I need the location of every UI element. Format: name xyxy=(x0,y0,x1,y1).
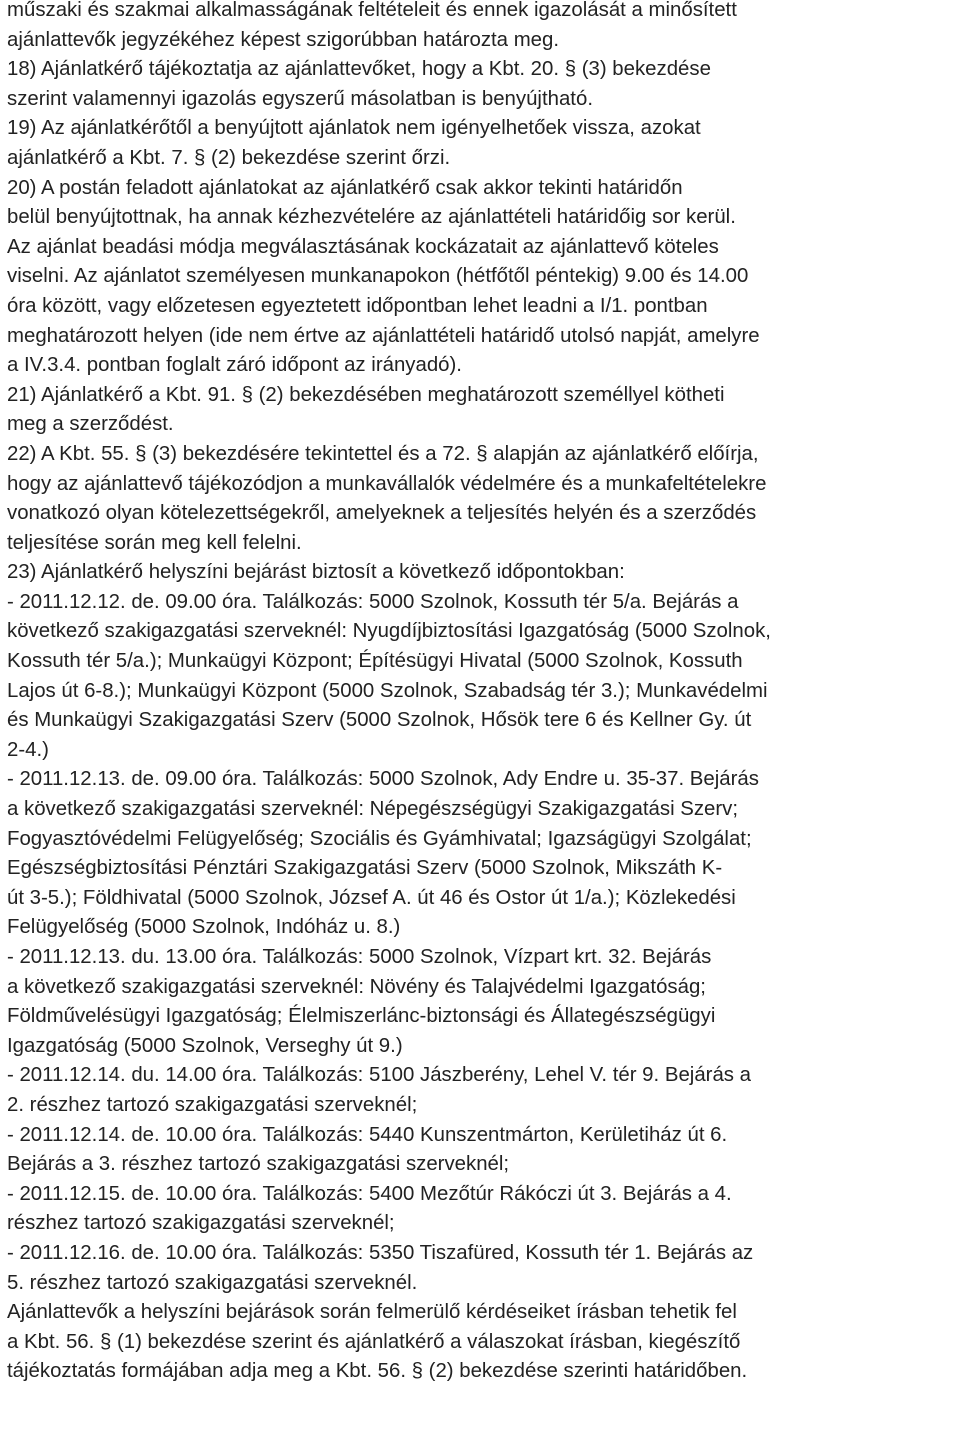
text-line: teljesítése során meg kell felelni. xyxy=(7,531,302,554)
document-body xyxy=(7,0,955,1417)
text-line: viselni. Az ajánlatot személyesen munkanapokon (hétfőtől péntekig) 9.00 és 14.00 xyxy=(7,265,749,288)
text-line: 2. részhez tartozó szakigazgatási szerveknél; xyxy=(7,1093,418,1116)
text-line: a következő szakigazgatási szerveknél: Növény és Talajvédelmi Igazgatóság; xyxy=(7,975,706,998)
text-line: út 3-5.); Földhivatal (5000 Szolnok, József A. út 46 és Ostor út 1/a.); Közlekedési xyxy=(7,886,736,909)
text-line: Ajánlattevők a helyszíni bejárások során felmerülő kérdéseiket írásban tehetik fel xyxy=(7,1301,737,1324)
text-line: hogy az ajánlattevő tájékozódjon a munkavállalók védelmére és a munkafeltételekre xyxy=(7,472,767,495)
text-line: - 2011.12.14. de. 10.00 óra. Találkozás: 5440 Kunszentmárton, Kerületiház út 6. xyxy=(7,1123,728,1146)
text-line: 18) Ajánlatkérő tájékoztatja az ajánlattevőket, hogy a Kbt. 20. § (3) bekezdése xyxy=(7,58,711,81)
text-line: óra között, vagy előzetesen egyeztetett időpontban lehet leadni a I/1. pontban xyxy=(7,294,708,317)
text-line: a következő szakigazgatási szerveknél: Népegészségügyi Szakigazgatási Szerv; xyxy=(7,798,739,821)
text-line: és Munkaügyi Szakigazgatási Szerv (5000 Szolnok, Hősök tere 6 és Kellner Gy. út xyxy=(7,709,752,732)
text-line: belül benyújtottnak, ha annak kézhezvételére az ajánlattételi határidőig sor kerül. xyxy=(7,206,736,229)
text-line: meghatározott helyen (ide nem értve az ajánlattételi határidő utolsó napját, amelyre xyxy=(7,324,760,347)
text-line: 22) A Kbt. 55. § (3) bekezdésére tekintettel és a 72. § alapján az ajánlatkérő előírja, xyxy=(7,442,759,465)
text-line: vonatkozó olyan kötelezettségekről, amelyeknek a teljesítés helyén és a szerződés xyxy=(7,502,757,525)
text-line: Kossuth tér 5/a.); Munkaügyi Központ; Építésügyi Hivatal (5000 Szolnok, Kossuth xyxy=(7,650,743,673)
text-line: 19) Az ajánlatkérőtől a benyújtott ajánlatok nem igényelhetőek vissza, azokat xyxy=(7,117,701,140)
text-line: 5. részhez tartozó szakigazgatási szerveknél. xyxy=(7,1271,418,1294)
text-line: Lajos út 6-8.); Munkaügyi Központ (5000 Szolnok, Szabadság tér 3.); Munkavédelmi xyxy=(7,679,768,702)
text-line: részhez tartozó szakigazgatási szerveknél; xyxy=(7,1212,395,1235)
text-line: tájékoztatás formájában adja meg a Kbt. 56. § (2) bekezdése szerinti határidőben. xyxy=(7,1360,748,1383)
text-line: műszaki és szakmai alkalmasságának feltételeit és ennek igazolását a minősített xyxy=(7,0,737,21)
text-line: Felügyelőség (5000 Szolnok, Indóház u. 8.) xyxy=(7,916,401,939)
text-line: Egészségbiztosítási Pénztári Szakigazgatási Szerv (5000 Szolnok, Mikszáth K- xyxy=(7,857,723,880)
text-line xyxy=(7,1387,955,1417)
text-line: Földművelésügyi Igazgatóság; Élelmiszerlánc-biztonsági és Állategészségügyi xyxy=(7,1005,716,1028)
text-line: meg a szerződést. xyxy=(7,413,174,436)
text-line: - 2011.12.13. du. 13.00 óra. Találkozás: 5000 Szolnok, Vízpart krt. 32. Bejárás xyxy=(7,946,712,968)
text-line: a IV.3.4. pontban foglalt záró időpont az irányadó). xyxy=(7,354,462,377)
text-line: - 2011.12.14. du. 14.00 óra. Találkozás: 5100 Jászberény, Lehel V. tér 9. Bejárás a xyxy=(7,1064,751,1087)
text-line: ajánlattevők jegyzékéhez képest szigorúbban határozta meg. xyxy=(7,28,560,51)
text-line: Bejárás a 3. részhez tartozó szakigazgatási szerveknél; xyxy=(7,1153,510,1176)
text-line: 2-4.) xyxy=(7,738,49,761)
text-line: - 2011.12.15. de. 10.00 óra. Találkozás: 5400 Mezőtúr Rákóczi út 3. Bejárás a 4. xyxy=(7,1182,732,1205)
text-line: következő szakigazgatási szerveknél: Nyugdíjbiztosítási Igazgatóság (5000 Szolnok, xyxy=(7,620,771,643)
text-line: Az ajánlat beadási módja megválasztásának kockázatait az ajánlattevő köteles xyxy=(7,235,719,258)
text-line: a Kbt. 56. § (1) bekezdése szerint és ajánlatkérő a válaszokat írásban, kiegészítő xyxy=(7,1330,741,1353)
text-line: - 2011.12.16. de. 10.00 óra. Találkozás: 5350 Tiszafüred, Kossuth tér 1. Bejárás az xyxy=(7,1241,754,1264)
text-line: 20) A postán feladott ajánlatokat az ajánlatkérő csak akkor tekinti határidőn xyxy=(7,176,683,199)
text-line: Igazgatóság (5000 Szolnok, Verseghy út 9.) xyxy=(7,1034,403,1057)
text-line: - 2011.12.13. de. 09.00 óra. Találkozás: 5000 Szolnok, Ady Endre u. 35-37. Bejárás xyxy=(7,768,759,791)
text-line: szerint valamennyi igazolás egyszerű másolatban is benyújtható. xyxy=(7,87,593,110)
text-line: ajánlatkérő a Kbt. 7. § (2) bekezdése szerint őrzi. xyxy=(7,146,451,169)
text-line: 21) Ajánlatkérő a Kbt. 91. § (2) bekezdésében meghatározott személlyel kötheti xyxy=(7,383,725,406)
text-line: - 2011.12.12. de. 09.00 óra. Találkozás: 5000 Szolnok, Kossuth tér 5/a. Bejárás a xyxy=(7,590,739,613)
text-line: Fogyasztóvédelmi Felügyelőség; Szociális és Gyámhivatal; Igazságügyi Szolgálat; xyxy=(7,827,752,850)
text-line: 23) Ajánlatkérő helyszíni bejárást biztosít a következő időpontokban: xyxy=(7,561,625,584)
